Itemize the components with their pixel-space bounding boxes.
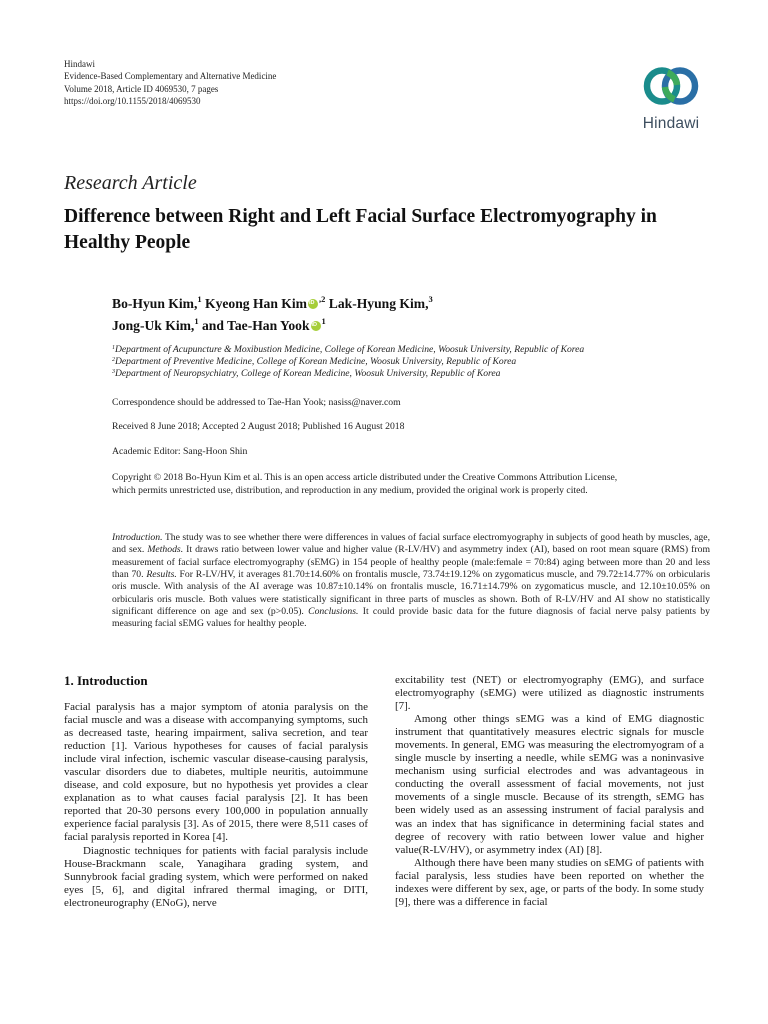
abstract-label-results: Results. bbox=[146, 569, 177, 581]
abstract-results: For R-LV/HV, it averages 81.70±14.60% on frontalis muscle, 73.74±19.12% on zygomaticus muscle, and 79.72±14.77% on orbicularis oris muscle. With analysis of the AI average was 10.87±10.14% on frontalis muscle, 16.71±14.79% on zygomaticus muscle, and 12.10±10.05% on orbicularis oris muscle. Both values were statistically significant in three parts of muscles as shown. Both of R-LV/HV and AI show no statistically significant difference on age and sex (p>0.05). bbox=[112, 569, 710, 618]
body-paragraph: Diagnostic techniques for patients with facial paralysis include House-Brackmann scale, Yanagihara grading system, and Sunnybrook facial grading system, which were performed on naked eyes [5, 6], and digital infrared thermal imaging, or DITI, electroneurography (ENoG), nerve bbox=[64, 844, 368, 909]
author-affil: 1 bbox=[194, 316, 199, 326]
affiliation-item bbox=[112, 356, 712, 368]
affiliation-item bbox=[112, 368, 712, 380]
orcid-icon[interactable] bbox=[308, 299, 318, 309]
body-paragraph: Although there have been many studies on sEMG of patients with facial paralysis, less studies have been reported on whether the indexes were different by sex, age, or parts of the body. In some study [9], there was a difference in facial bbox=[395, 856, 704, 908]
body-column-left bbox=[64, 701, 368, 910]
affiliation-num: 1 bbox=[112, 345, 115, 351]
author-name: Bo-Hyun Kim, bbox=[112, 296, 198, 311]
doi-link[interactable]: https://doi.org/10.1155/2018/4069530 bbox=[64, 96, 201, 107]
abstract-label-methods: Methods. bbox=[147, 544, 184, 556]
body-paragraph: Among other things sEMG was a kind of EMG diagnostic instrument that quantitatively measures electric signals for muscle movements. In general, EMG was measuring the electromyogram of a single muscle by inserting a needle, while sEMG was a noninvasive mechanism using surficial electrodes and was advantageous in conducting the overall assessment of facial movements, not just movements of a single muscle. Because of its strength, sEMG has been widely used as an assessing instrument of facial paralysis and was an index that has significance in determining facial states and degree of recovery with ratio between lower value and higher value(R-LV/HV), or asymmetry index (AI) [8]. bbox=[395, 713, 704, 856]
copyright-line: which permits unrestricted use, distribution, and reproduction in any medium, provided the original work is properly cited. bbox=[112, 484, 588, 496]
hindawi-logo bbox=[633, 58, 709, 134]
affiliation-text: Department of Acupuncture & Moxibustion Medicine, College of Korean Medicine, Woosuk University, Republic of Korea bbox=[115, 344, 585, 355]
body-paragraph: Facial paralysis has a major symptom of atonia paralysis on the facial muscle and was a disease with accompanying symptoms, such as decreased taste, hearing impairment, saliva secretion, and tear reduction [1]. Various hypotheses for causes of facial paralysis include viral infection, ischemic vascular disease-causing paralysis, vascular disorders due to diabetes, multiple neuritis, autoimmune disease, and cold exposure, but no hypothesis yet provides a clear explanation as to what causes facial paralysis [2]. It has been reported that 20-30 persons every 100,000 in population annually experience facial paralysis [3]. As of 2015, there were 8,511 cases of facial paralysis reported in Korea [4]. bbox=[64, 701, 368, 844]
abstract-methods: It draws ratio between lower value and higher value (R-LV/HV) and asymmetry index (AI), based on root mean square (RMS) from measurement of facial surface electromyography (sEMG) in 154 people of healthy people (male:female = 70:84) aging between more than 20 and less than 70. bbox=[112, 544, 710, 581]
publisher-name: Hindawi bbox=[64, 59, 95, 69]
abstract-label-introduction: Introduction. bbox=[112, 532, 163, 543]
author-line-2 bbox=[112, 315, 632, 337]
author-name: and Tae-Han Yook bbox=[201, 318, 310, 333]
author-name: Jong-Uk Kim, bbox=[112, 318, 195, 333]
article-title: Difference between Right and Left Facial Surface Electromyography in Healthy People bbox=[64, 206, 657, 253]
abstract-label-conclusions: Conclusions. bbox=[308, 606, 359, 618]
affiliation-list bbox=[112, 344, 712, 381]
affiliation-text: Department of Preventive Medicine, College of Korean Medicine, Woosuk University, Republic of Korea bbox=[115, 356, 517, 368]
journal-meta bbox=[64, 58, 276, 108]
copyright-line: Copyright © 2018 Bo-Hyun Kim et al. This is an open access article distributed under the Creative Commons Attribution License, bbox=[112, 472, 618, 483]
affiliation-num: 3 bbox=[112, 369, 115, 376]
copyright-notice bbox=[112, 472, 712, 497]
academic-editor: Academic Editor: Sang-Hoon Shin bbox=[112, 446, 248, 457]
author-name: Kyeong Han Kim bbox=[205, 296, 307, 311]
abstract bbox=[112, 532, 710, 631]
affiliation-num: 2 bbox=[112, 357, 115, 364]
affiliation-text: Department of Neuropsychiatry, College of Korean Medicine, Woosuk University, Republic of Korea bbox=[115, 368, 501, 380]
journal-name: Evidence-Based Complementary and Alternative Medicine bbox=[64, 71, 277, 82]
author-affil: 1 bbox=[197, 294, 202, 304]
abstract-introduction: The study was to see whether there were differences in values of facial surface electromyography in subjects of good heath by muscles, age, and sex. bbox=[112, 532, 710, 556]
hindawi-logo-icon bbox=[633, 58, 709, 114]
author-name: Lak-Hyung Kim, bbox=[328, 296, 429, 311]
author-affil: ,2 bbox=[318, 294, 326, 304]
affiliation-item bbox=[112, 344, 712, 356]
author-list bbox=[112, 293, 632, 337]
orcid-icon[interactable] bbox=[311, 321, 321, 331]
body-paragraph: excitability test (NET) or electromyography (EMG), and surface electromyography (sEMG) were utilized as diagnostic instruments [7]. bbox=[395, 674, 704, 713]
volume-info: Volume 2018, Article ID 4069530, 7 pages bbox=[64, 83, 219, 94]
section-heading: 1. Introduction bbox=[64, 673, 148, 688]
logo-text: Hindawi bbox=[642, 115, 700, 132]
author-affil: 1 bbox=[321, 316, 326, 326]
author-line-1 bbox=[112, 293, 632, 315]
body-column-right bbox=[395, 674, 704, 909]
publication-dates: Received 8 June 2018; Accepted 2 August 2018; Published 16 August 2018 bbox=[112, 421, 405, 432]
author-affil: 3 bbox=[428, 294, 433, 304]
correspondence: Correspondence should be addressed to Tae-Han Yook; nasiss@naver.com bbox=[112, 397, 401, 408]
abstract-conclusions: It could provide basic data for the future diagnosis of facial nerve palsy patients by measuring facial sEMG values for healthy people. bbox=[112, 606, 710, 630]
article-type: Research Article bbox=[64, 172, 197, 194]
